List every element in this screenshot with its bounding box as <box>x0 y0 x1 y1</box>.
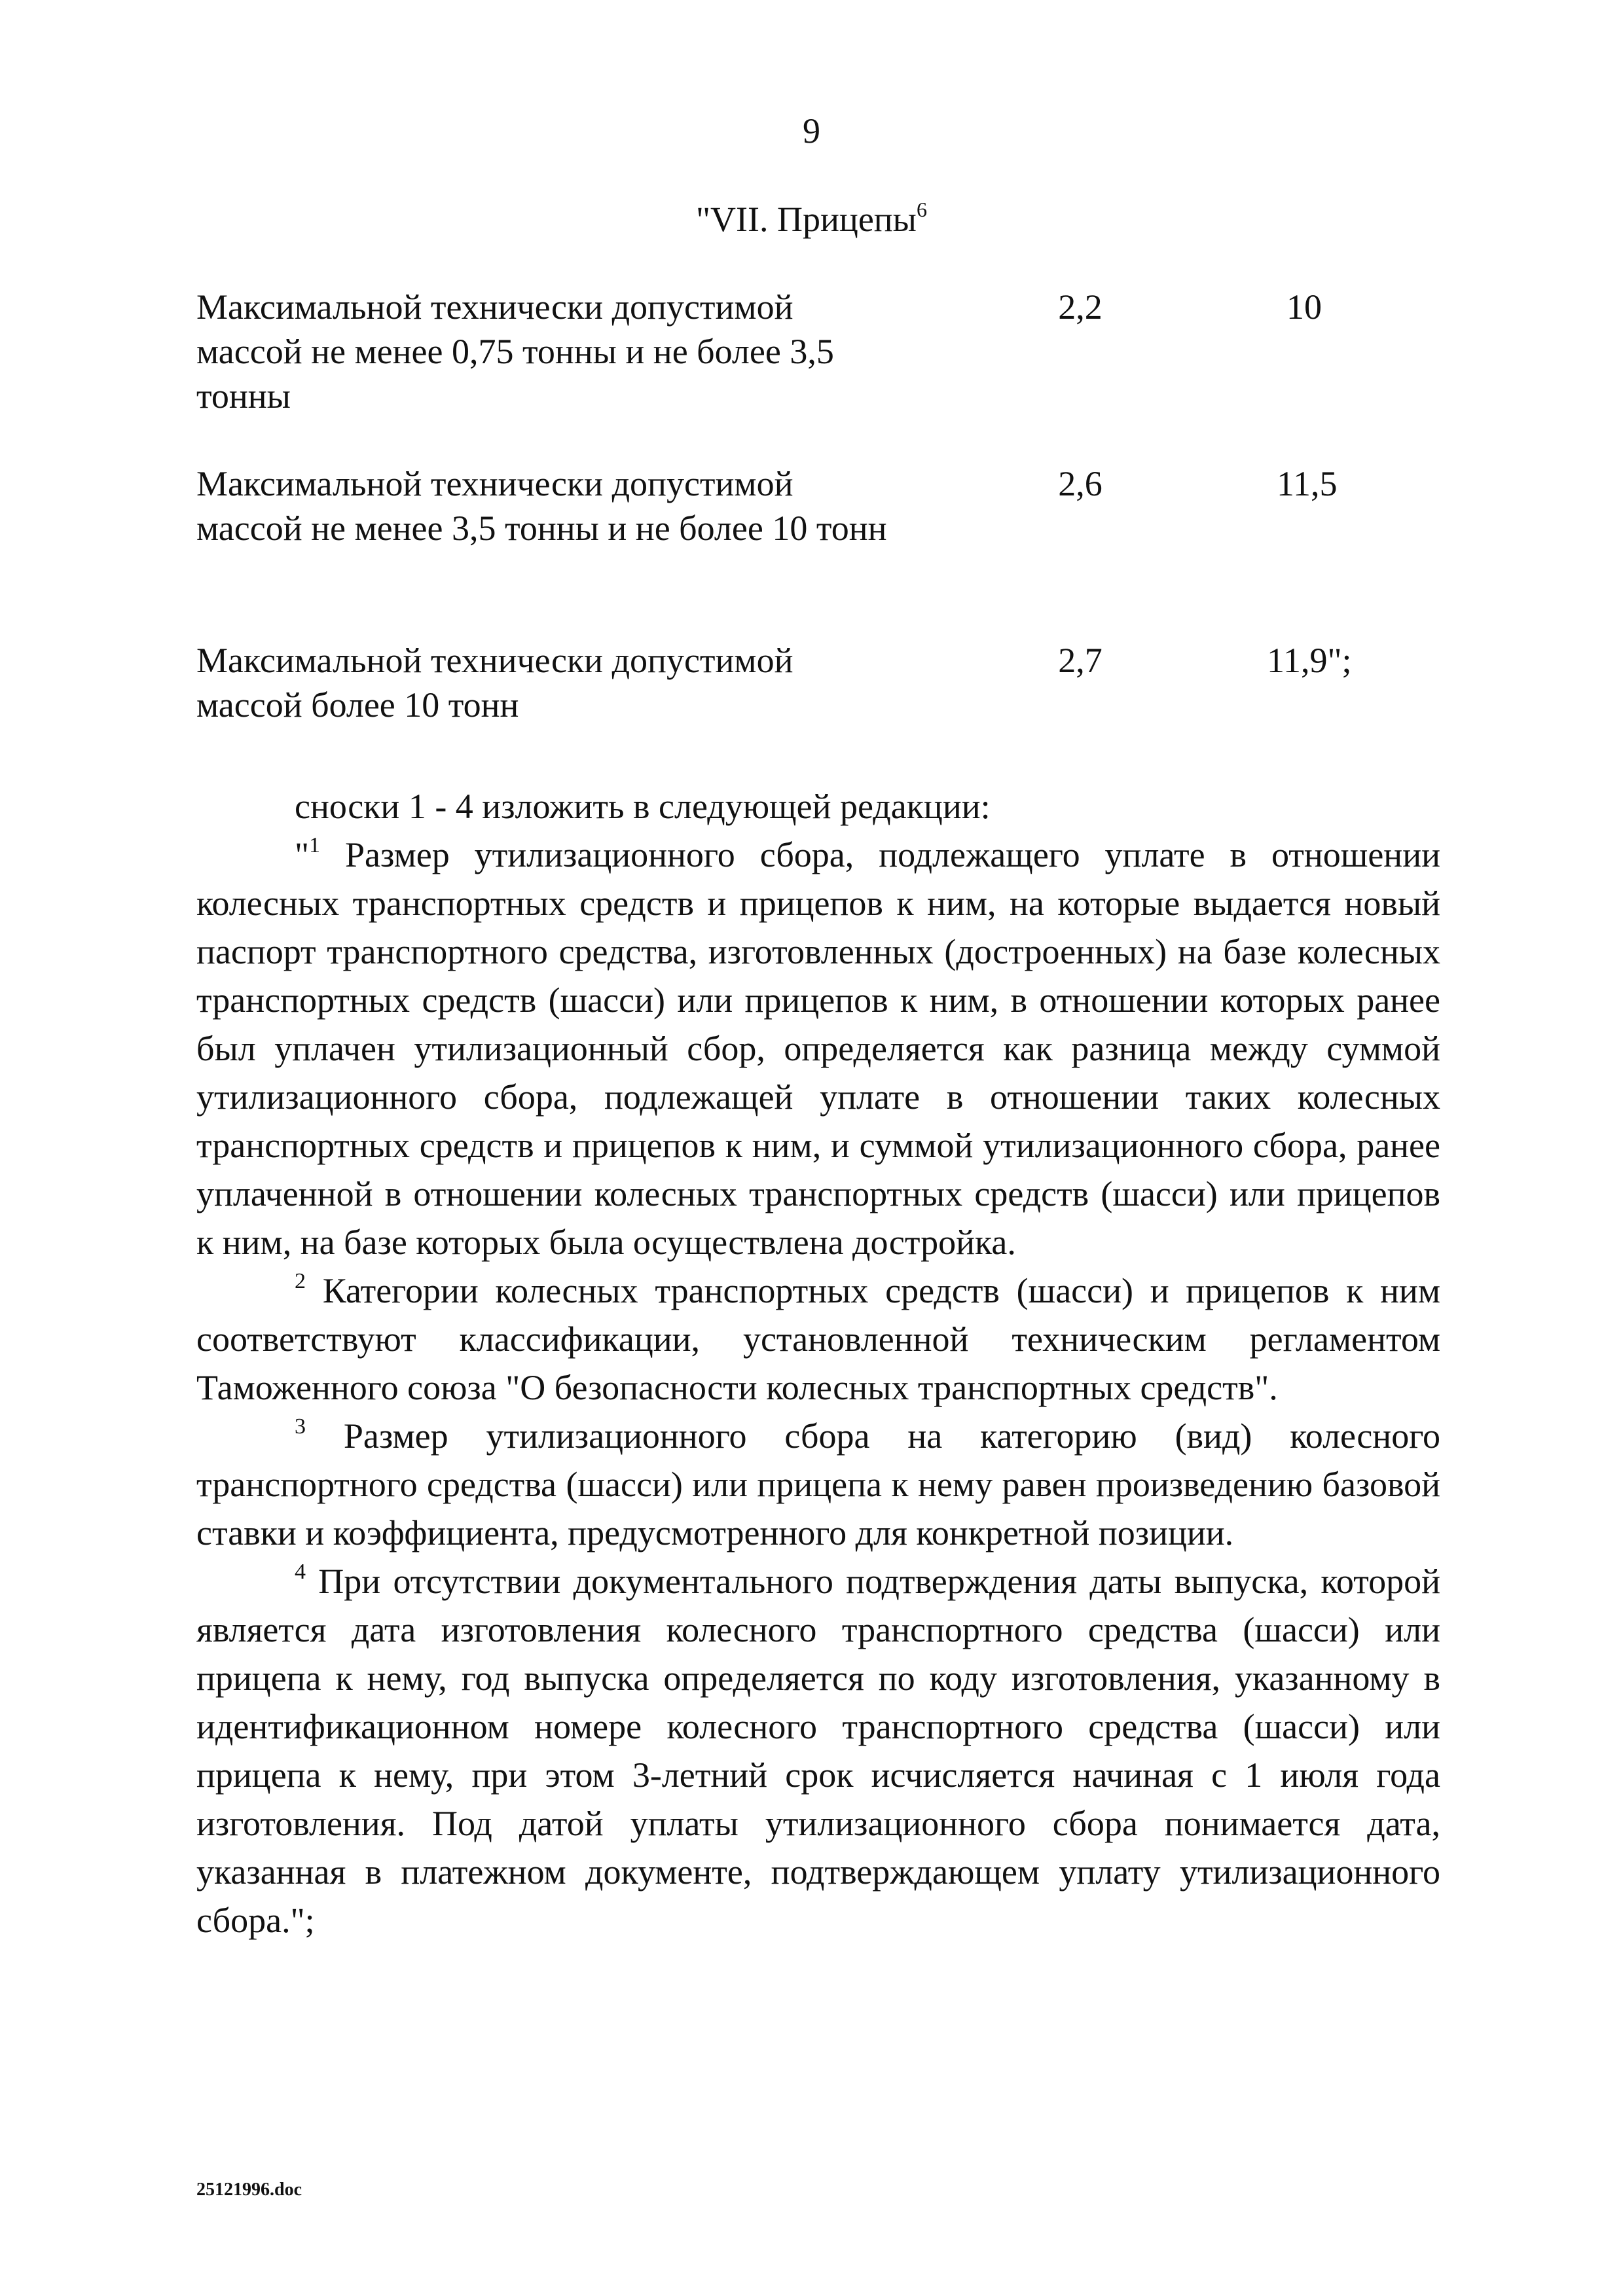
row-coefficient: 2,2 <box>1058 287 1103 327</box>
intro-paragraph: сноски 1 - 4 изложить в следующей редакции: <box>295 787 991 826</box>
section-title <box>0 196 1623 242</box>
row-label: Максимальной технически допустимой массой более 10 тонн <box>196 641 793 725</box>
row-value: 11,9"; <box>1267 641 1352 680</box>
footnote-4-mark: 4 <box>295 1560 306 1584</box>
footnote-2-text: Категории колесных транспортных средств (шасси) и прицепов к ним соответствуют классификации, установленной техническим регламентом Таможенного союза "О безопасности колесных транспортных средств". <box>196 1271 1440 1407</box>
footnote-3-text: Размер утилизационного сбора на категорию (вид) колесного транспортного средства (шасси) или прицепа к нему равен произведению базовой ставки и коэффициента, предусмотренного для конкретной позиции. <box>196 1416 1440 1552</box>
footnote-4 <box>196 1557 1440 1945</box>
footnote-4-text: При отсутствии документального подтверждения даты выпуска, которой является дата изготовления колесного транспортного средства (шасси) или прицепа к нему, год выпуска определяется по коду изготовления, указанному в идентификационном номере колесного транспортного средства (шасси) или прицепа к нему, при этом 3-летний срок исчисляется начиная с 1 июля года изготовления. Под датой уплаты утилизационного сбора понимается дата, указанная в платежном документе, подтверждающем уплату утилизационного сбора."; <box>196 1562 1440 1940</box>
footnote-1-quote: " <box>295 835 310 874</box>
section-title-text: "VII. Прицепы <box>696 200 917 239</box>
footnote-1-text: Размер утилизационного сбора, подлежащего уплате в отношении колесных транспортных средств и прицепов к ним, на которые выдается новый паспорт транспортного средства, изготовленных (достроенных) на базе колесных транспортных средств (шасси) или прицепов к ним, в отношении которых ранее был уплачен утилизационный сбор, определяется как разница между суммой утилизационного сбора, подлежащей уплате в отношении таких колесных транспортных средств и прицепов к ним, и суммой утилизационного сбора, ранее уплаченной в отношении колесных транспортных средств (шасси) или прицепов к ним, на базе которых была осуществлена достройка. <box>196 835 1440 1262</box>
document-file-id: 25121996.doc <box>196 2179 302 2200</box>
row-label: Максимальной технически допустимой массой не менее 3,5 тонны и не более 10 тонн <box>196 464 887 548</box>
row-coefficient: 2,7 <box>1058 641 1103 680</box>
footnote-3-mark: 3 <box>295 1414 306 1439</box>
footnotes-block <box>196 831 1440 1945</box>
footnote-1 <box>196 831 1440 1266</box>
row-coefficient: 2,6 <box>1058 464 1103 503</box>
section-title-footnote-mark: 6 <box>916 198 927 221</box>
row-label: Максимальной технически допустимой массой не менее 0,75 тонны и не более 3,5 тонны <box>196 287 834 416</box>
page-number: 9 <box>803 111 820 151</box>
footnote-2 <box>196 1266 1440 1412</box>
row-value: 10 <box>1286 287 1322 327</box>
footnote-2-mark: 2 <box>295 1269 306 1293</box>
row-value: 11,5 <box>1277 464 1338 503</box>
footnote-1-mark: 1 <box>309 833 321 857</box>
footnote-3 <box>196 1412 1440 1557</box>
